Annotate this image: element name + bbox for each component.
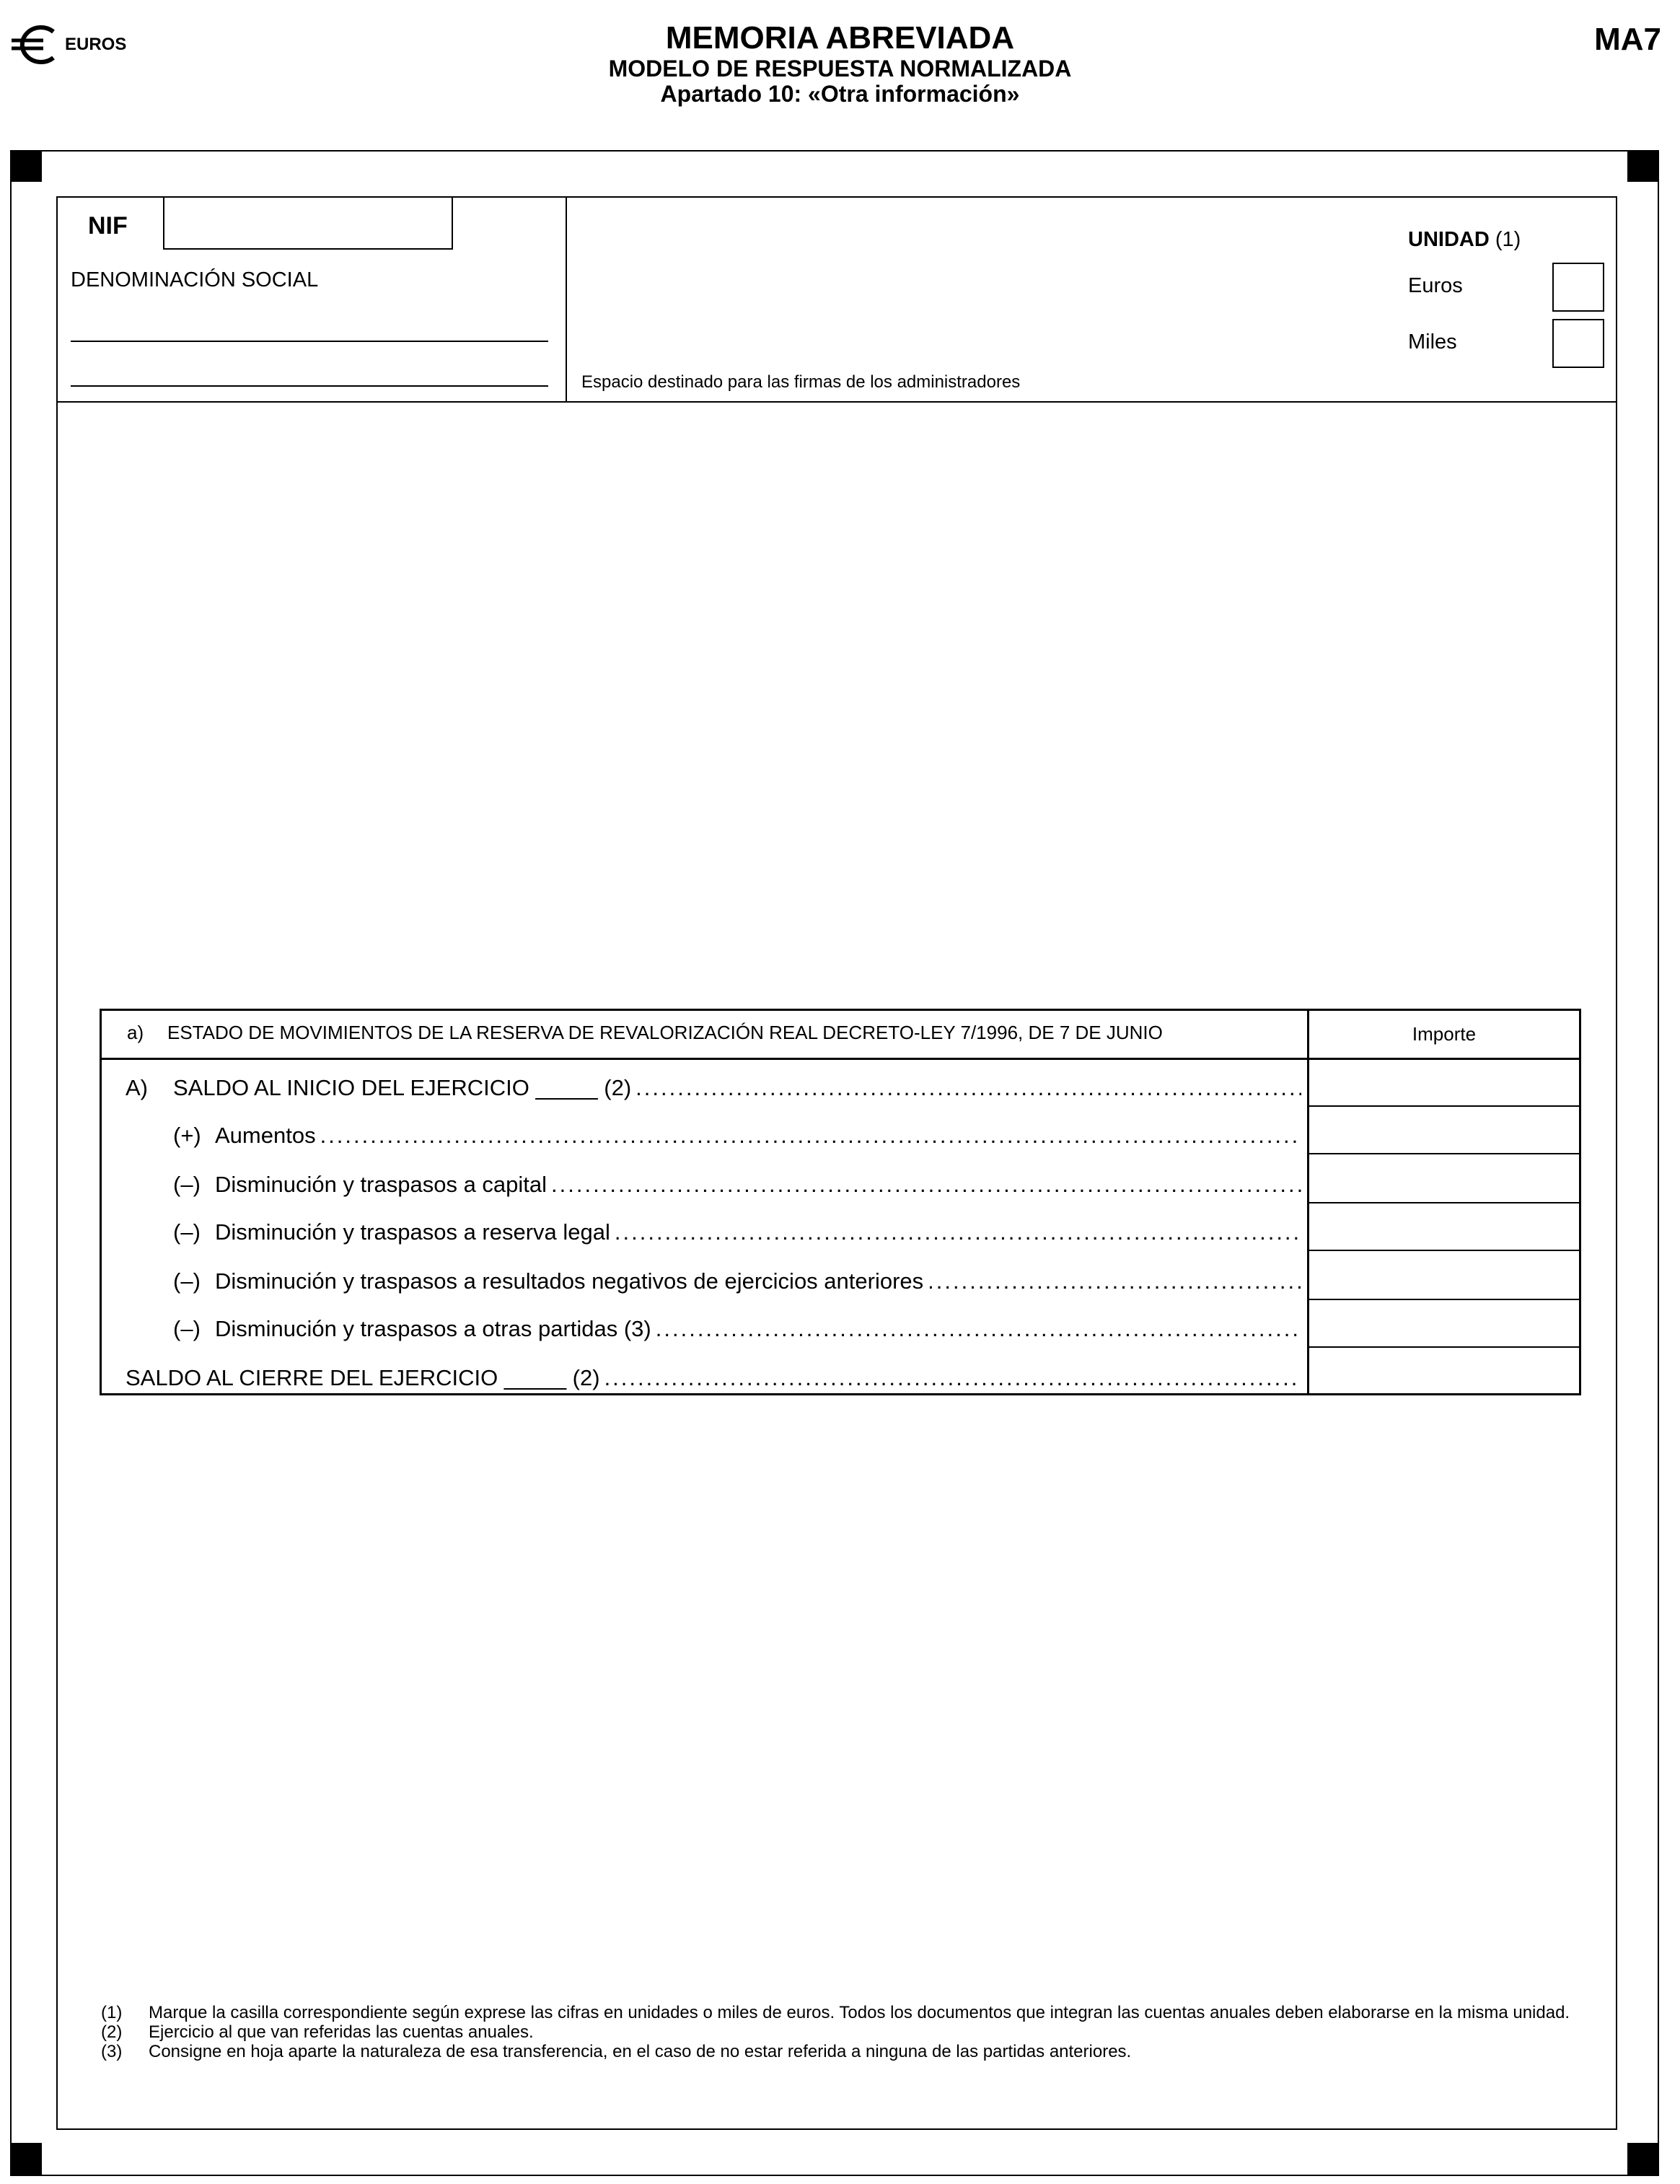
row-saldo-cierre bbox=[126, 1365, 1301, 1391]
importe-aumentos[interactable] bbox=[1309, 1108, 1580, 1152]
unidad-label bbox=[1408, 228, 1521, 252]
leader-dots bbox=[636, 1075, 1301, 1101]
denominacion-line-1[interactable] bbox=[71, 341, 548, 342]
page-subtitle: MODELO DE RESPUESTA NORMALIZADA bbox=[608, 56, 1072, 82]
euros-label: Euros bbox=[1408, 274, 1463, 297]
row-prefix: (–) bbox=[173, 1268, 201, 1294]
importe-traspasos-resultados-negativos[interactable] bbox=[1309, 1253, 1580, 1297]
currency-label: EUROS bbox=[65, 35, 127, 54]
nif-label: NIF bbox=[88, 212, 128, 240]
importe-cell-border bbox=[1307, 1105, 1581, 1107]
importe-cell-border bbox=[1307, 1153, 1581, 1154]
leader-dots bbox=[320, 1123, 1301, 1149]
row-prefix: A) bbox=[126, 1075, 148, 1100]
footnote-number: (1) bbox=[101, 2003, 123, 2022]
row-traspasos-reserva-legal bbox=[173, 1219, 1301, 1245]
row-traspasos-resultados-negativos bbox=[173, 1268, 1301, 1294]
miles-label: Miles bbox=[1408, 330, 1457, 354]
importe-saldo-inicio[interactable] bbox=[1309, 1061, 1580, 1104]
row-prefix: (+) bbox=[173, 1123, 201, 1148]
leader-dots bbox=[551, 1172, 1301, 1198]
importe-saldo-cierre[interactable] bbox=[1309, 1349, 1580, 1393]
row-label: Disminución y traspasos a otras partidas (3) bbox=[215, 1316, 651, 1341]
leader-dots bbox=[656, 1316, 1301, 1342]
corner-mark-top-right bbox=[1627, 150, 1659, 182]
row-prefix: (–) bbox=[173, 1172, 201, 1197]
denominacion-social-label: DENOMINACIÓN SOCIAL bbox=[71, 268, 319, 291]
footnote-text: Marque la casilla correspondiente según exprese las cifras en unidades o miles de euros. Todos los documentos que integran las cuentas anuales deben elaborarse en la misma unidad. bbox=[149, 2003, 1570, 2022]
row-label: Aumentos bbox=[215, 1123, 316, 1148]
row-aumentos bbox=[173, 1123, 1301, 1149]
importe-cell-border bbox=[1307, 1299, 1581, 1300]
table-heading-letter: a) bbox=[127, 1022, 144, 1043]
miles-checkbox[interactable] bbox=[1552, 319, 1604, 368]
footnote bbox=[101, 2003, 1587, 2022]
corner-mark-top-left bbox=[10, 150, 42, 182]
euros-checkbox[interactable] bbox=[1552, 263, 1604, 312]
nif-field[interactable] bbox=[163, 196, 453, 250]
importe-traspasos-otras-partidas[interactable] bbox=[1309, 1302, 1580, 1345]
footnote-number: (3) bbox=[101, 2042, 123, 2061]
table-heading bbox=[127, 1022, 1163, 1044]
section-title: Apartado 10: «Otra información» bbox=[660, 81, 1020, 107]
importe-cell-border bbox=[1307, 1202, 1581, 1203]
corner-mark-bottom-left bbox=[10, 2143, 42, 2175]
table-header-divider bbox=[100, 1058, 1581, 1060]
table-heading-text: ESTADO DE MOVIMIENTOS DE LA RESERVA DE REVALORIZACIÓN REAL DECRETO-LEY 7/1996, DE 7 DE JUNIO bbox=[167, 1022, 1163, 1043]
importe-cell-border bbox=[1307, 1346, 1581, 1348]
id-block-divider bbox=[56, 401, 1617, 403]
row-label: SALDO AL INICIO DEL EJERCICIO _____ (2) bbox=[173, 1075, 632, 1100]
corner-mark-bottom-right bbox=[1627, 2143, 1659, 2175]
row-traspasos-otras-partidas bbox=[173, 1316, 1301, 1342]
importe-traspasos-reserva-legal[interactable] bbox=[1309, 1205, 1580, 1248]
row-label: Disminución y traspasos a resultados negativos de ejercicios anteriores bbox=[215, 1268, 924, 1294]
id-block-column-divider bbox=[566, 196, 567, 401]
footnote bbox=[101, 2042, 1587, 2061]
footnote-number: (2) bbox=[101, 2022, 123, 2042]
footnotes bbox=[101, 2003, 1587, 2061]
leader-dots bbox=[604, 1365, 1301, 1391]
row-prefix: (–) bbox=[173, 1316, 201, 1341]
row-prefix: (–) bbox=[173, 1219, 201, 1245]
footnote bbox=[101, 2022, 1587, 2042]
row-traspasos-capital bbox=[173, 1172, 1301, 1198]
leader-dots bbox=[615, 1219, 1301, 1245]
firmas-label: Espacio destinado para las firmas de los administradores bbox=[581, 372, 1021, 392]
footnote-text: Consigne en hoja aparte la naturaleza de esa transferencia, en el caso de no estar referida a ninguna de las partidas anteriores. bbox=[149, 2042, 1132, 2061]
row-saldo-inicio bbox=[126, 1075, 1301, 1101]
unidad-title: UNIDAD bbox=[1408, 228, 1490, 251]
row-label: SALDO AL CIERRE DEL EJERCICIO _____ (2) bbox=[126, 1365, 600, 1390]
page-title: MEMORIA ABREVIADA bbox=[665, 20, 1015, 56]
form-code: MA7 bbox=[1594, 22, 1661, 57]
importe-traspasos-capital[interactable] bbox=[1309, 1156, 1580, 1201]
header-titles bbox=[0, 20, 1680, 107]
unidad-note-ref: (1) bbox=[1495, 228, 1521, 251]
footnote-text: Ejercicio al que van referidas las cuentas anuales. bbox=[149, 2022, 534, 2042]
importe-cell-border bbox=[1307, 1250, 1581, 1251]
row-label: Disminución y traspasos a capital bbox=[215, 1172, 547, 1197]
denominacion-line-2[interactable] bbox=[71, 385, 548, 387]
importe-column-header: Importe bbox=[1412, 1023, 1477, 1045]
leader-dots bbox=[928, 1268, 1301, 1294]
row-label: Disminución y traspasos a reserva legal bbox=[215, 1219, 610, 1245]
